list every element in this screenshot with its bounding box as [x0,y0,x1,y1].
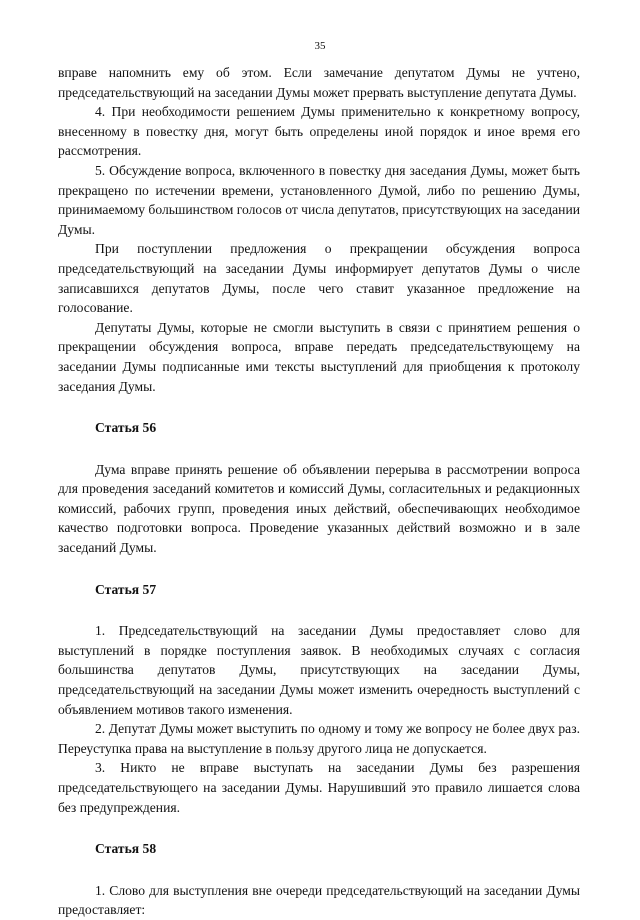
document-body [58,63,580,920]
article-58-item-1: 1. Слово для выступления вне очереди председательствующий на заседании Думы предоставляет: [58,882,580,918]
article-56-paragraph: Дума вправе принять решение об объявлении перерыва в рассмотрении вопроса для проведения заседаний комитетов и комиссий Думы, согласительных и редакционных комиссий, рабочих групп, проведения иных действий, обеспечивающих необходимое качество подготовки вопроса. Проведение указанных действий возможно и в зале заседаний Думы. [58,461,580,556]
article-57-item-1: 1. Председательствующий на заседании Думы предоставляет слово для выступлений в порядке поступления заявок. В необходимых случаях с согласия большинства депутатов Думы, присутствующих на заседании Думы, председательствующий на заседании Думы может изменить очередность выступлений с объявлением мотивов такого изменения. [58,623,580,717]
paragraph-deputies-texts: Депутаты Думы, которые не смогли выступить в связи с принятием решения о прекращении обсуждения вопроса, вправе передать председательствующему на заседании Думы подписанные ими тексты выступлений для приобщения к протоколу заседания Думы. [58,319,580,394]
paragraph-item-4: 4. При необходимости решением Думы применительно к конкретному вопросу, внесенному в повестку дня, могут быть определены иной порядок и иное время его рассмотрения. [58,104,580,159]
page-number: 35 [314,40,326,52]
article-56-heading: Статья 56 [95,420,157,436]
paragraph-termination-proposal: При поступлении предложения о прекращении обсуждения вопроса председательствующий на заседании Думы информирует депутатов Думы о числе записавшихся депутатов Думы, после чего ставит указанное предложение на голосование. [58,241,580,316]
article-57-heading: Статья 57 [95,581,157,597]
paragraph-item-5: 5. Обсуждение вопроса, включенного в повестку дня заседания Думы, может быть прекращено по истечении времени, установленного Думой, либо по решению Думы, принимаемому большинством голосов от числа депутатов, присутствующих на заседании Думы. [58,162,580,237]
paragraph-continued: вправе напомнить ему об этом. Если замечание депутатом Думы не учтено, председательствующий на заседании Думы может прервать выступление депутата Думы. [58,65,580,100]
article-57-item-3: 3. Никто не вправе выступать на заседании Думы без разрешения председательствующего на заседании Думы. Нарушивший это правило лишается слова без предупреждения. [58,760,580,815]
article-58-heading: Статья 58 [95,841,157,857]
article-57-item-2: 2. Депутат Думы может выступить по одному и тому же вопросу не более двух раз. Переуступка права на выступление в пользу другого лица не допускается. [58,721,580,756]
